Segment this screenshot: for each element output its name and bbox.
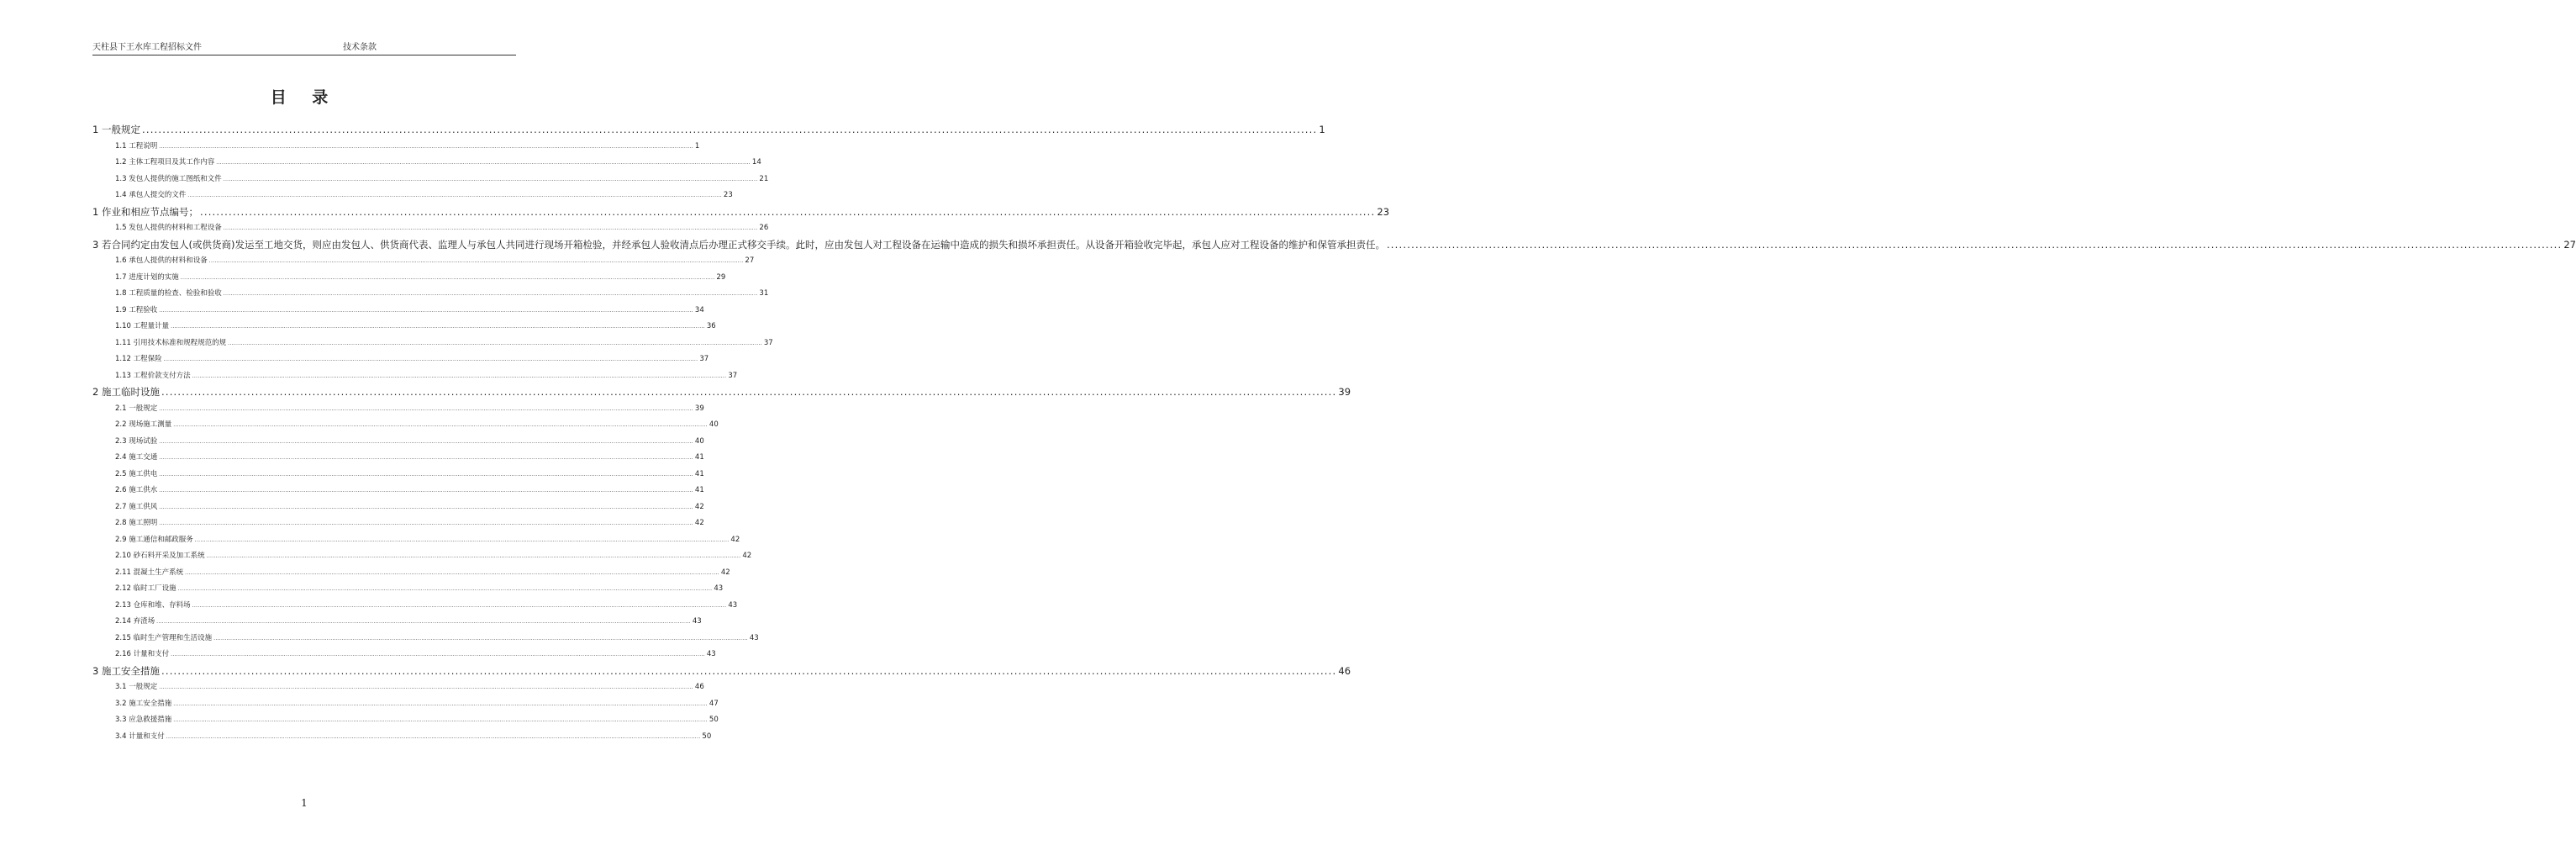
dot-leader <box>142 122 1317 139</box>
toc-entry-label: 2.3 现场试验 <box>115 436 158 446</box>
toc-entry-section[interactable] <box>115 515 704 532</box>
toc-page-number: 43 <box>706 650 716 658</box>
toc-page-number: 41 <box>694 469 704 478</box>
toc-entry-label: 1.6 承包人提供的材料和设备 <box>115 256 208 265</box>
dot-leader <box>224 172 758 188</box>
toc-entry-section[interactable] <box>115 450 704 467</box>
toc-entry-label: 2.10 砂石料开采及加工系统 <box>115 552 205 560</box>
toc-entry-label: 1 作业和相应节点编号； <box>92 205 198 218</box>
toc-entry-label: 2.7 施工供风 <box>115 502 158 511</box>
toc-entry-section[interactable] <box>115 253 755 270</box>
toc-page-number: 27 <box>745 256 755 265</box>
toc-page-number: 42 <box>694 519 704 527</box>
toc-entry-label: 1.13 工程价款支付方法 <box>115 371 191 380</box>
toc-page-number: 37 <box>728 371 738 380</box>
toc-entry-label: 1.7 进度计划的实施 <box>115 272 179 282</box>
dot-leader <box>159 303 693 320</box>
dot-leader <box>209 253 744 270</box>
toc-entry-label: 对工程设备的维护和保管承担责任。 <box>1230 238 1385 251</box>
dot-leader <box>159 434 693 451</box>
toc-entry-section[interactable] <box>115 532 740 549</box>
toc-entry-section[interactable] <box>115 581 724 598</box>
toc-entry-section[interactable] <box>115 483 704 499</box>
toc-entry-label: 1.3 发包人提供的施工图纸和文件 <box>115 174 222 183</box>
document-title: 天柱县下王水库工程招标文件 <box>92 43 202 52</box>
toc-page-number: 46 <box>694 683 704 691</box>
toc-entry-section[interactable] <box>115 368 738 385</box>
toc-entry-section[interactable] <box>115 319 716 335</box>
toc-page-number: 41 <box>694 486 704 494</box>
toc-page-number: 23 <box>1377 205 1390 218</box>
toc-entry-label: 2.4 施工交通 <box>115 453 158 462</box>
dot-leader <box>216 155 751 172</box>
toc-entry-line: 3 若合同约定由发包人(或供货商)发运至工地交货，则应由发包人、供货商代表、监理人与 <box>92 238 477 251</box>
toc-entry-section[interactable] <box>115 548 752 565</box>
dot-leader <box>159 483 693 499</box>
toc-entry-label: 1 一般规定 <box>92 124 140 135</box>
dot-leader <box>178 581 713 598</box>
dot-leader <box>185 565 719 582</box>
dot-leader <box>228 335 762 352</box>
dot-leader <box>161 384 1336 401</box>
dot-leader <box>171 647 705 663</box>
section-title: 技术条款 <box>343 43 377 52</box>
toc-entry-chapter[interactable] <box>92 204 1390 221</box>
toc-entry-label: 2.9 施工通信和邮政服务 <box>115 535 193 544</box>
toc-entry-label: 3.1 一般规定 <box>115 683 158 691</box>
toc-entry-label: 2.8 施工照明 <box>115 519 158 527</box>
dot-leader <box>159 679 693 696</box>
toc-entry-section[interactable] <box>115 335 773 352</box>
toc-entry-chapter[interactable] <box>92 384 1351 401</box>
toc-entry-last-line <box>1230 237 2576 254</box>
toc-entry-label: 2.5 施工供电 <box>115 469 158 478</box>
toc-entry-line: 包人对工程设备在运输中造成的损失和损坏承担责任。从设备开箱验收完毕起，承包人应 <box>853 238 1230 251</box>
dot-leader <box>159 401 693 418</box>
toc-entry-label: 2.6 施工供水 <box>115 486 158 494</box>
dot-leader <box>173 417 708 434</box>
dot-leader <box>213 631 748 647</box>
dot-leader <box>171 319 705 335</box>
toc-entry-label: 2 施工临时设施 <box>92 386 160 398</box>
toc-page-number: 23 <box>723 191 733 199</box>
toc-page-number: 43 <box>749 633 759 642</box>
toc-entry-section[interactable] <box>115 631 759 647</box>
toc-page-number: 39 <box>694 404 704 413</box>
toc-page-number: 31 <box>759 289 769 298</box>
dot-leader <box>173 696 708 713</box>
toc-entry-label: 2.12 临时工厂设施 <box>115 584 176 593</box>
page-number: 1 <box>301 797 308 809</box>
toc-entry-label: 3.3 应急救援措施 <box>115 716 172 724</box>
dot-leader <box>224 286 758 303</box>
toc-entry-label: 2.15 临时生产管理和生活设施 <box>115 633 213 642</box>
toc-entry-line: 承包人共同进行现场开箱检验，并经承包人验收清点后办理正式移交手续。此时，应由发 <box>476 238 854 251</box>
toc-entry-label: 1.1 工程说明 <box>115 141 158 151</box>
dot-leader <box>181 270 715 287</box>
toc-page-number: 43 <box>728 600 738 610</box>
toc-entry-multiline[interactable] <box>92 237 2576 254</box>
toc-entry-section[interactable] <box>115 286 769 303</box>
toc-page-number: 34 <box>694 305 704 314</box>
toc-entry-section[interactable] <box>115 565 730 582</box>
toc-entry-section[interactable] <box>115 155 761 172</box>
toc-page-number: 26 <box>759 224 769 232</box>
dot-leader <box>159 139 693 156</box>
toc-page-number: 1 <box>694 141 700 151</box>
toc-page-number: 43 <box>692 617 702 626</box>
toc-page-number: 39 <box>1338 386 1351 398</box>
toc-entry-section[interactable] <box>115 614 702 631</box>
toc-entry-section[interactable] <box>115 696 719 713</box>
toc-page-number: 14 <box>751 158 761 166</box>
page-header <box>92 43 516 55</box>
toc-page-number: 37 <box>763 338 773 347</box>
toc-heading: 目 录 <box>270 88 339 107</box>
toc-page-number: 37 <box>699 355 709 363</box>
toc-entry-label: 1.8 工程质量的检查、检验和验收 <box>115 289 222 298</box>
toc-entry-label: 2.13 仓库和堆、存料场 <box>115 600 191 610</box>
toc-entry-chapter[interactable] <box>92 122 1325 139</box>
toc-page-number: 42 <box>742 552 752 560</box>
toc-entry-section[interactable] <box>115 351 709 368</box>
dot-leader <box>161 663 1336 680</box>
dot-leader <box>164 351 698 368</box>
toc-page-number: 50 <box>702 732 712 741</box>
dot-leader <box>195 532 730 549</box>
toc-entry-label: 3.2 施工安全措施 <box>115 699 172 708</box>
toc-page-number: 43 <box>714 584 724 593</box>
toc-entry-label: 3.4 计量和支付 <box>115 732 165 741</box>
dot-leader <box>156 614 691 631</box>
toc-page-number: 1 <box>1319 124 1325 135</box>
toc-entry-section[interactable] <box>115 729 712 746</box>
toc-entry-section[interactable] <box>115 434 704 451</box>
dot-leader <box>187 188 722 204</box>
toc-entry-label: 1.4 承包人提交的文件 <box>115 191 187 199</box>
toc-entry-section[interactable] <box>115 220 769 237</box>
toc-entry-section[interactable] <box>115 139 700 156</box>
toc-entry-section[interactable] <box>115 598 738 615</box>
dot-leader <box>159 515 693 532</box>
toc-entry-section[interactable] <box>115 712 719 729</box>
dot-leader <box>192 598 727 615</box>
dot-leader <box>224 220 758 237</box>
toc-page-number: 46 <box>1338 664 1351 677</box>
dot-leader <box>159 467 693 483</box>
toc-page-number: 40 <box>694 436 704 446</box>
dot-leader <box>192 368 727 385</box>
dot-leader <box>166 729 701 746</box>
toc-entry-section[interactable] <box>115 647 716 663</box>
toc-entry-label: 1.10 工程量计量 <box>115 322 170 330</box>
toc-entry-label: 1.11 引用技术标准和规程规范的规 <box>115 338 227 347</box>
dot-leader <box>173 712 708 729</box>
toc-entry-section[interactable] <box>115 401 704 418</box>
dot-leader <box>159 450 693 467</box>
toc-page-number: 50 <box>709 716 719 724</box>
toc-page-number: 29 <box>716 272 726 282</box>
toc-entry-label: 2.16 计量和支付 <box>115 650 170 658</box>
toc-entry-section[interactable] <box>115 270 726 287</box>
toc-entry-label: 2.1 一般规定 <box>115 404 158 413</box>
toc-entry-section[interactable] <box>115 499 704 516</box>
toc-entry-label: 2.2 现场施工测量 <box>115 420 172 429</box>
toc-page-number: 47 <box>709 699 719 708</box>
toc-entry-label: 2.14 弃渣场 <box>115 617 155 626</box>
toc-page-number: 40 <box>709 420 719 429</box>
toc-page-number: 41 <box>694 453 704 462</box>
toc-entry-section[interactable] <box>115 303 704 320</box>
table-of-contents <box>92 122 2576 745</box>
toc-entry-section[interactable] <box>115 467 704 483</box>
toc-entry-chapter[interactable] <box>92 663 1351 680</box>
toc-page-number: 42 <box>730 535 740 544</box>
toc-entry-section[interactable] <box>115 188 733 204</box>
toc-page-number: 27 <box>2563 238 2576 251</box>
toc-entry-label: 1.2 主体工程项目及其工作内容 <box>115 158 215 166</box>
dot-leader <box>1387 237 2562 254</box>
toc-entry-label: 1.9 工程验收 <box>115 305 158 314</box>
toc-entry-section[interactable] <box>115 172 769 188</box>
toc-entry-section[interactable] <box>115 679 704 696</box>
dot-leader <box>159 499 693 516</box>
toc-entry-label: 2.11 混凝土生产系统 <box>115 568 184 577</box>
toc-page-number: 21 <box>759 174 769 183</box>
toc-page-number: 36 <box>706 322 716 330</box>
toc-entry-label: 1.5 发包人提供的材料和工程设备 <box>115 224 222 232</box>
toc-entry-section[interactable] <box>115 417 719 434</box>
toc-page-number: 42 <box>694 502 704 511</box>
toc-entry-label: 1.12 工程保险 <box>115 355 162 363</box>
dot-leader <box>207 548 741 565</box>
dot-leader <box>200 204 1375 221</box>
toc-page-number: 42 <box>720 568 730 577</box>
toc-entry-label: 3 施工安全措施 <box>92 664 160 677</box>
